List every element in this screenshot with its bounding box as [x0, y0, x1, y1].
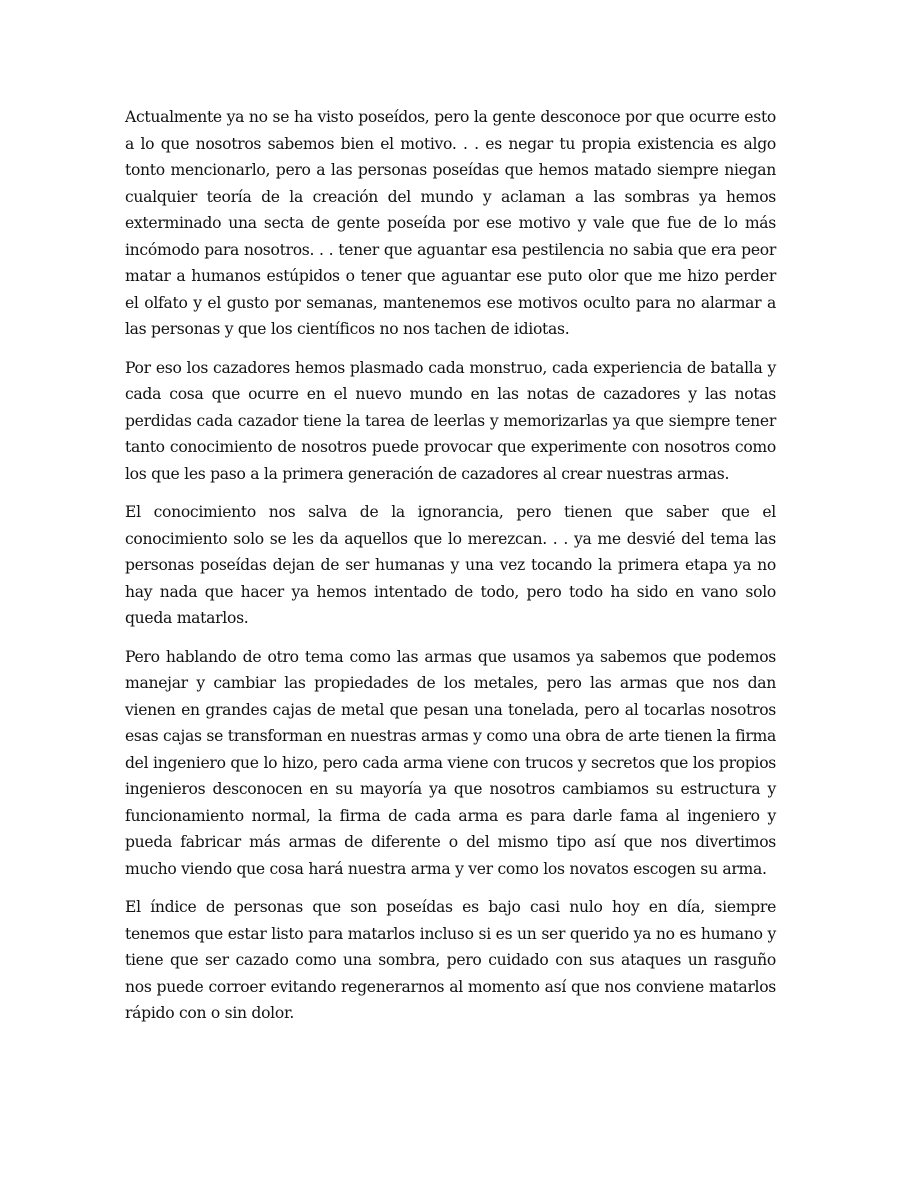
paragraph-4: Pero hablando de otro tema como las armas que usamos ya sabemos que podemos manejar y cambiar las propiedades de los metales, pero las armas que nos dan vienen en grandes cajas de metal que pesan una tonelada, pero al tocarlas nosotros esas cajas se transforman en nuestras armas y como una obra de arte tienen la firma del ingeniero que lo hizo, pero cada arma viene con trucos y secretos que los propios ingenieros desconocen en su mayoría ya que nosotros cambiamos su estructura y funcionamiento normal, la firma de cada arma es para darle fama al ingeniero y pueda fabricar más armas de diferente o del mismo tipo así que nos divertimos mucho viendo que cosa hará nuestra arma y ver como los novatos escogen su arma. — [125, 647, 776, 878]
paragraph-3: El conocimiento nos salva de la ignorancia, pero tienen que saber que el conocimiento solo se les da aquellos que lo merezcan. . . ya me desvié del tema las personas poseídas dejan de ser humanas y una vez tocando la primera etapa ya no hay nada que hacer ya hemos intentado de todo, pero todo ha sido en vano solo queda matarlos. — [125, 503, 776, 627]
paragraph-2: Por eso los cazadores hemos plasmado cada monstruo, cada experiencia de batalla y cada cosa que ocurre en el nuevo mundo en las notas de cazadores y las notas perdidas cada cazador tiene la tarea de leerlas y memorizarlas ya que siempre tener tanto conocimiento de nosotros puede provocar que experimente con nosotros como los que les paso a la primera generación de cazadores al crear nuestras armas. — [125, 358, 776, 483]
paragraph-5: El índice de personas que son poseídas es bajo casi nulo hoy en día, siempre tenemos que estar listo para matarlos incluso si es un ser querido ya no es humano y tiene que ser cazado como una sombra, pero cuidado con sus ataques un rasguño nos puede corroer evitando regenerarnos al momento así que nos conviene matarlos rápido con o sin dolor. — [125, 898, 776, 1022]
body-text — [125, 104, 776, 1039]
paragraph-1: Actualmente ya no se ha visto poseídos, pero la gente desconoce por que ocurre esto a lo que nosotros sabemos bien el motivo. . . es negar tu propia existencia es algo tonto mencionarlo, pero a las personas poseídas que hemos matado siempre niegan cualquier teoría de la creación del mundo y aclaman a las sombras ya hemos exterminado una secta de gente poseída por ese motivo y vale que fue de lo más incómodo para nosotros. . . tener que aguantar esa pestilencia no sabia que era peor matar a humanos estúpidos o tener que aguantar ese puto olor que me hizo perder el olfato y el gusto por semanas, mantenemos ese motivos oculto para no alarmar a las personas y que los científicos no nos tachen de idiotas. — [125, 108, 776, 338]
